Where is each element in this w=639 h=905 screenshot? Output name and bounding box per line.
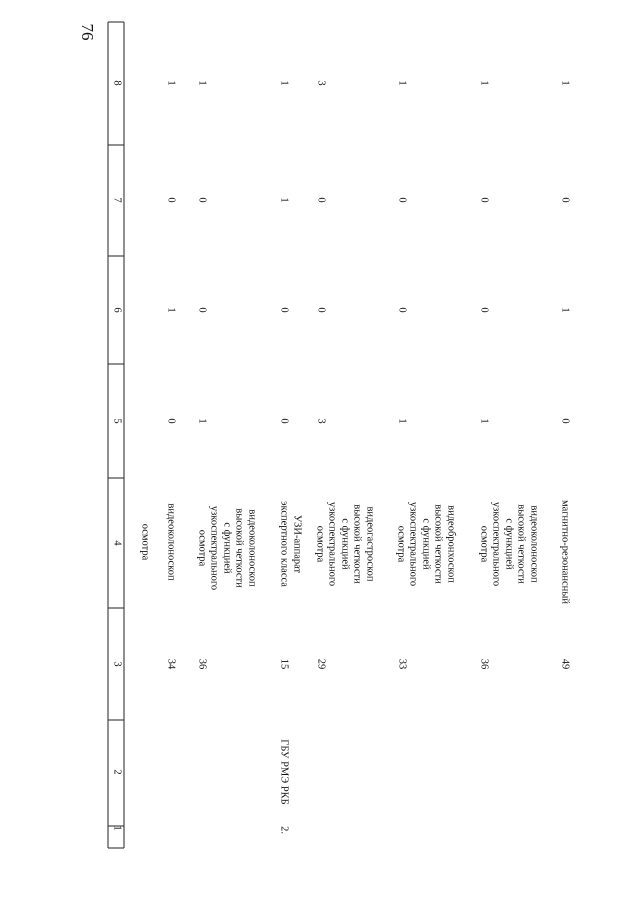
row-2-col6: 0 xyxy=(196,307,208,313)
row-2-code: 36 xyxy=(196,658,208,670)
column-header-4: 4 xyxy=(111,540,123,546)
row-6-code: 36 xyxy=(478,658,490,670)
column-header-1: 1 xyxy=(111,825,123,831)
row-1-col7: 0 xyxy=(165,197,177,203)
row-1-col6: 1 xyxy=(165,307,177,313)
row-7-equipment: магнитно-резонансный xyxy=(559,500,571,604)
row-3-col8: 1 xyxy=(278,80,290,86)
row-5-col5: 1 xyxy=(396,418,408,424)
row-7-col5: 0 xyxy=(559,418,571,424)
column-header-7: 7 xyxy=(111,197,123,203)
row-2-col5: 1 xyxy=(196,418,208,424)
row-3-col7: 1 xyxy=(278,197,290,203)
row-6-col8: 1 xyxy=(478,80,490,86)
column-header-3: 3 xyxy=(111,661,123,667)
row-7-col6: 1 xyxy=(559,307,571,313)
row-3-number: 2. xyxy=(278,826,290,834)
row-5-col8: 1 xyxy=(396,80,408,86)
column-header-2: 2 xyxy=(111,769,123,775)
row-5-col7: 0 xyxy=(396,197,408,203)
row-7-col7: 0 xyxy=(559,197,571,203)
column-header-6: 6 xyxy=(111,307,123,313)
row-2-col7: 0 xyxy=(196,197,208,203)
row-4-col6: 0 xyxy=(315,307,327,313)
row-6-col5: 1 xyxy=(478,418,490,424)
row-1-equipment: видеоколоноскоп xyxy=(165,503,177,581)
row-6-col6: 0 xyxy=(478,307,490,313)
row-1-col8: 1 xyxy=(165,80,177,86)
row-6-col7: 0 xyxy=(478,197,490,203)
row-2-col8: 1 xyxy=(196,80,208,86)
row-2-equipment: видеоколоноскоп высокой четкости с функцией узкоспектрального осмотра xyxy=(196,505,258,591)
row-3-col6: 0 xyxy=(278,307,290,313)
column-header-5: 5 xyxy=(111,418,123,424)
row-5-equipment: видеобронхоскоп высокой четкости с функцией узкоспектрального осмотра xyxy=(395,501,457,587)
page-number: 76 xyxy=(78,23,97,41)
row-4-col8: 3 xyxy=(315,80,327,86)
row-7-code: 49 xyxy=(559,658,571,670)
row-3-col5: 0 xyxy=(278,418,290,424)
row-1-code: 34 xyxy=(165,658,177,670)
row-4-col7: 0 xyxy=(315,197,327,203)
row-3-equipment: УЗИ-аппарат экспертного класса xyxy=(279,501,303,587)
row-7-col8: 1 xyxy=(559,80,571,86)
row-5-code: 33 xyxy=(396,658,408,670)
column-header-8: 8 xyxy=(111,80,123,86)
row-3-organization: ГБУ РМЭ РКБ xyxy=(278,739,290,805)
row-4-col5: 3 xyxy=(315,418,327,424)
row-3-code: 15 xyxy=(278,658,290,670)
row-5-col6: 0 xyxy=(396,307,408,313)
continuation-text: осмотра xyxy=(139,523,151,561)
row-4-code: 29 xyxy=(315,658,327,670)
row-6-equipment: видеоколоноскоп высокой четкости с функцией узкоспектрального осмотра xyxy=(478,501,540,587)
row-1-col5: 0 xyxy=(165,418,177,424)
row-4-equipment: видеогастроскоп высокой четкости с функцией узкоспектрального осмотра xyxy=(314,501,376,587)
